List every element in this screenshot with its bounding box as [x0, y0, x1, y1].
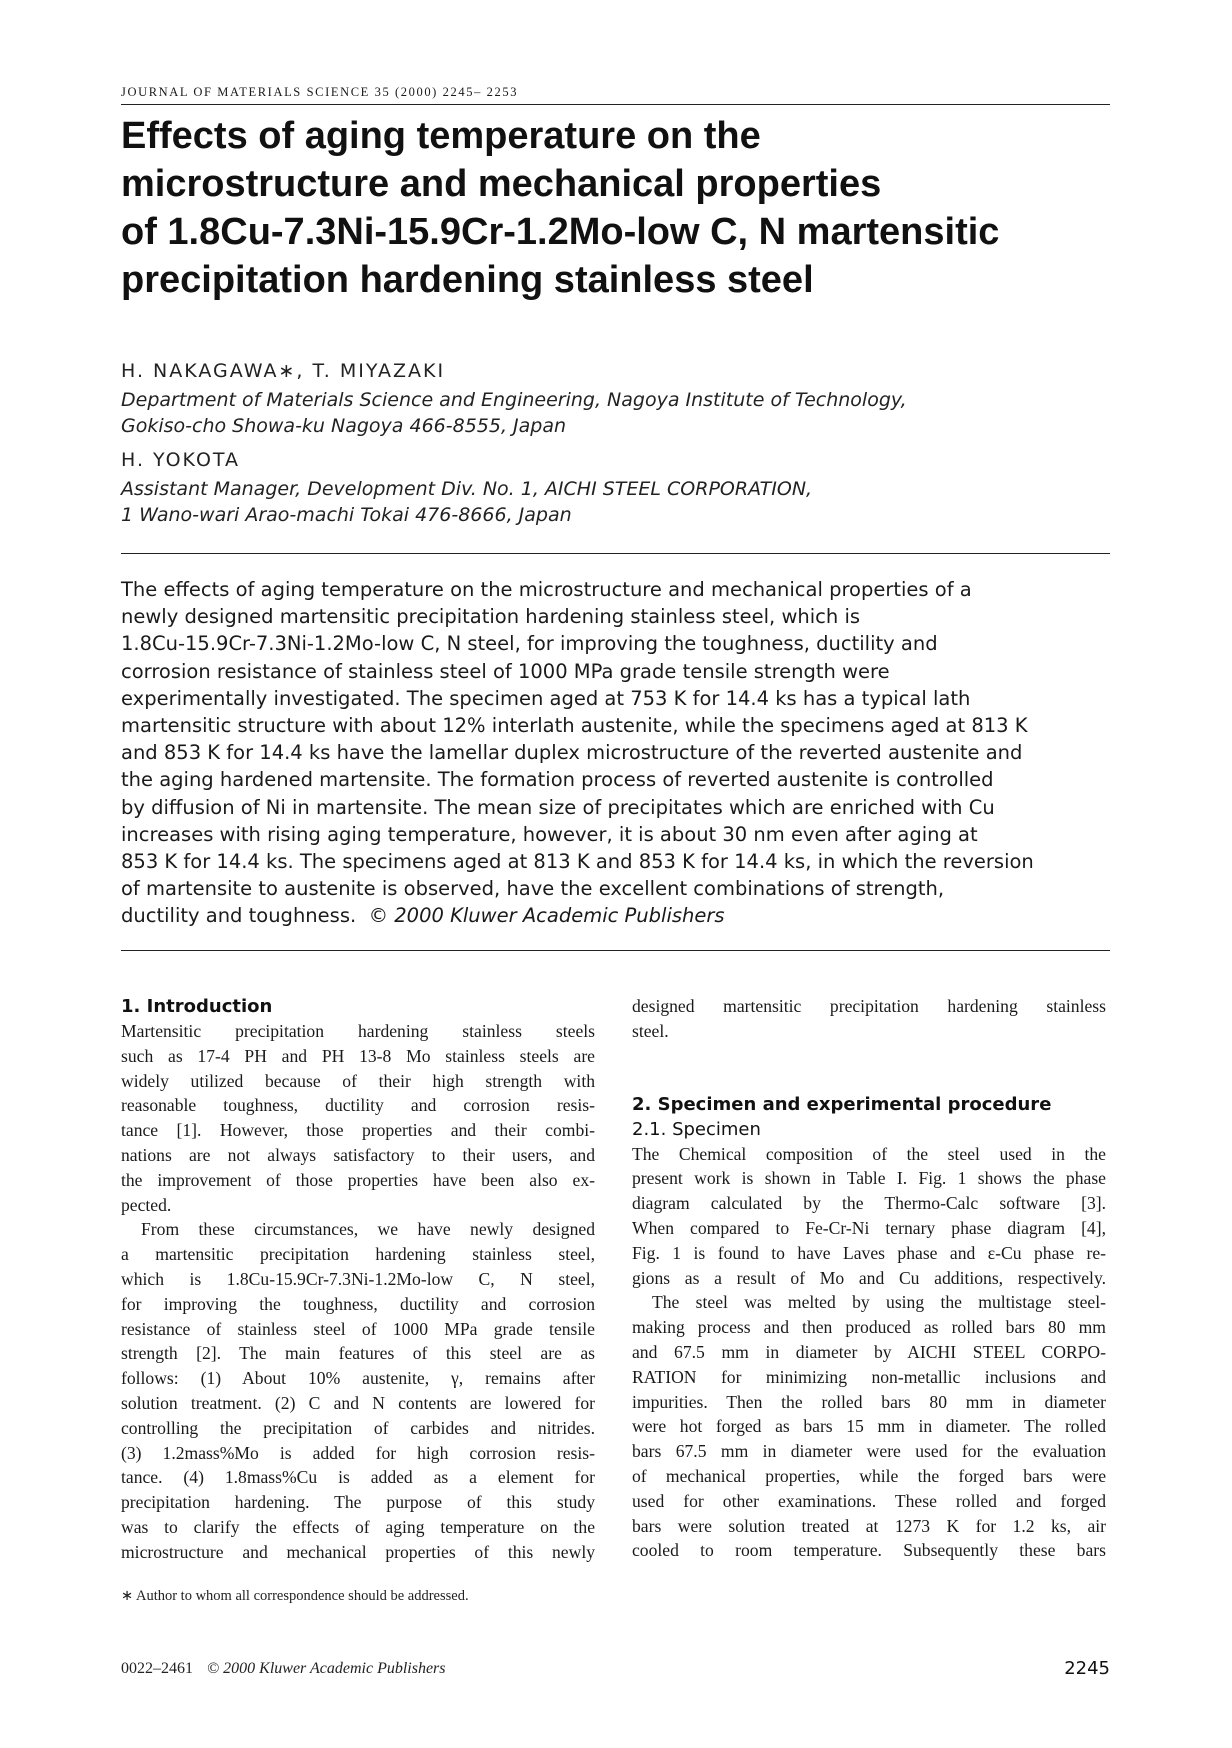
body-line: reasonable toughness, ductility and corrosion resis- — [121, 1095, 595, 1116]
abstract-line: 1.8Cu-15.9Cr-7.3Ni-1.2Mo-low C, N steel, for improving the toughness, ductility and — [121, 632, 938, 656]
abstract-top-rule — [121, 553, 1110, 554]
body-line: designed martensitic precipitation hardening stainless — [632, 996, 1106, 1016]
body-line: for improving the toughness, ductility and corrosion — [121, 1293, 595, 1314]
body-line: strength [2]. The main features of this steel are as — [121, 1343, 595, 1364]
body-line: which is 1.8Cu-15.9Cr-7.3Ni-1.2Mo-low C, N steel, — [121, 1268, 595, 1289]
section-gap — [632, 1068, 1106, 1092]
body-line: were hot forged as bars 15 mm in diameter. The rolled — [632, 1416, 1106, 1437]
body-line: making process and then produced as rolled bars 80 mm — [632, 1317, 1106, 1338]
abstract-line: the aging hardened martensite. The formation process of reverted austenite is controlled — [121, 768, 994, 792]
footnote: ∗ Author to whom all correspondence should be addressed. — [121, 1588, 469, 1604]
author-names-1: H. NAKAGAWA∗, T. MIYAZAKI — [121, 360, 446, 382]
body-line: a martensitic precipitation hardening stainless steel, — [121, 1244, 595, 1265]
title-line: of 1.8Cu-7.3Ni-15.9Cr-1.2Mo-low C, N martensitic — [121, 211, 1000, 253]
affiliation-1 — [121, 387, 1110, 439]
abstract-line: of martensite to austenite is observed, have the excellent combinations of strength, — [121, 877, 945, 901]
title-line: precipitation hardening stainless steel — [121, 259, 814, 301]
body-line: microstructure and mechanical properties of this newly — [121, 1541, 595, 1562]
abstract-line: The effects of aging temperature on the microstructure and mechanical properties of a — [121, 578, 972, 601]
affiliation-line: 1 Wano-wari Arao-machi Tokai 476-8666, Japan — [121, 504, 572, 526]
abstract-line: corrosion resistance of stainless steel of 1000 MPa grade tensile strength were — [121, 659, 890, 683]
body-line: resistance of stainless steel of 1000 MPa grade tensile — [121, 1318, 595, 1339]
issn-code: 0022–2461 — [121, 1660, 193, 1677]
abstract-last-text: ductility and toughness. — [121, 904, 357, 928]
abstract-line: and 853 K for 14.4 ks have the lamellar duplex microstructure of the reverted austenite and — [121, 741, 1023, 765]
subsection-heading-specimen: 2.1. Specimen — [632, 1118, 761, 1140]
section-gap — [632, 1044, 1106, 1068]
body-line: When compared to Fe-Cr-Ni ternary phase diagram [4], — [632, 1217, 1106, 1238]
abstract-line: experimentally investigated. The specimen aged at 753 K for 14.4 ks has a typical lath — [121, 686, 971, 710]
body-line: tance [1]. However, those properties and their combi- — [121, 1120, 595, 1141]
abstract-bottom-rule — [121, 950, 1110, 951]
body-line: cooled to room temperature. Subsequently these bars — [632, 1540, 1106, 1561]
body-line: used for other examinations. These rolled and forged — [632, 1490, 1106, 1511]
body-line: From these circumstances, we have newly designed — [141, 1219, 595, 1240]
header-rule — [121, 104, 1110, 105]
body-line: steel. — [632, 1020, 669, 1041]
left-column — [121, 994, 595, 1565]
body-line: bars were solution treated at 1273 K for 1.2 ks, air — [632, 1515, 1106, 1536]
abstract-line: martensitic structure with about 12% interlath austenite, while the specimens aged at 813 K — [121, 714, 1028, 738]
affiliation-line: Assistant Manager, Development Div. No. 1, AICHI STEEL CORPORATION, — [121, 478, 813, 500]
body-line: RATION for minimizing non-metallic inclusions and — [632, 1366, 1106, 1387]
body-line: nations are not always satisfactory to their users, and — [121, 1144, 595, 1165]
right-column — [632, 994, 1106, 1563]
body-line: diagram calculated by the Thermo-Calc software [3]. — [632, 1193, 1106, 1214]
abstract — [121, 576, 1110, 930]
footer-left — [121, 1660, 446, 1678]
affiliation-line: Department of Materials Science and Engineering, Nagoya Institute of Technology, — [121, 389, 907, 411]
body-line: The steel was melted by using the multistage steel- — [652, 1292, 1106, 1313]
body-line: pected. — [121, 1194, 172, 1215]
body-line: (3) 1.2mass%Mo is added for high corrosion resis- — [121, 1442, 595, 1463]
section-heading-introduction: 1. Introduction — [121, 996, 273, 1017]
footer-publisher: © 2000 Kluwer Academic Publishers — [207, 1660, 446, 1677]
abstract-line: increases with rising aging temperature, however, it is about 30 nm even after aging at — [121, 822, 978, 846]
body-line: Martensitic precipitation hardening stainless steels — [121, 1021, 595, 1041]
title-line: Effects of aging temperature on the — [121, 115, 761, 157]
abstract-line: 853 K for 14.4 ks. The specimens aged at 813 K and 853 K for 14.4 ks, in which the reversion — [121, 850, 1034, 874]
body-line: bars 67.5 mm in diameter were used for the evaluation — [632, 1441, 1106, 1462]
body-line: controlling the precipitation of carbides and nitrides. — [121, 1417, 595, 1438]
body-line: and 67.5 mm in diameter by AICHI STEEL CORPO- — [632, 1341, 1106, 1362]
body-line: follows: (1) About 10% austenite, γ, remains after — [121, 1368, 595, 1389]
title-line: microstructure and mechanical properties — [121, 163, 882, 205]
body-line: present work is shown in Table I. Fig. 1 shows the phase — [632, 1168, 1106, 1189]
body-line: tance. (4) 1.8mass%Cu is added as a element for — [121, 1467, 595, 1488]
page-number: 2245 — [1064, 1658, 1110, 1679]
article-title — [121, 112, 1110, 304]
body-line: of mechanical properties, while the forged bars were — [632, 1465, 1106, 1486]
abstract-line: newly designed martensitic precipitation hardening stainless steel, which is — [121, 605, 861, 629]
section-heading-specimen: 2. Specimen and experimental procedure — [632, 1093, 1052, 1115]
body-line: such as 17-4 PH and PH 13-8 Mo stainless steels are — [121, 1045, 595, 1066]
body-line: impurities. Then the rolled bars 80 mm in diameter — [632, 1391, 1106, 1412]
affiliation-2 — [121, 476, 1110, 528]
body-line: gions as a result of Mo and Cu additions, respectively. — [632, 1267, 1106, 1288]
body-line: precipitation hardening. The purpose of this study — [121, 1492, 595, 1513]
running-header: JOURNAL OF MATERIALS SCIENCE 35 (2000) 2245– 2253 — [121, 85, 519, 99]
body-line: the improvement of those properties have been also ex- — [121, 1169, 595, 1190]
abstract-line: by diffusion of Ni in martensite. The mean size of precipitates which are enriched with Cu — [121, 795, 995, 819]
body-line: Fig. 1 is found to have Laves phase and ε-Cu phase re- — [632, 1242, 1106, 1263]
affiliation-line: Gokiso-cho Showa-ku Nagoya 466-8555, Japan — [121, 415, 567, 437]
body-line: widely utilized because of their high strength with — [121, 1070, 595, 1091]
body-line: solution treatment. (2) C and N contents are lowered for — [121, 1392, 595, 1413]
body-line: The Chemical composition of the steel used in the — [632, 1143, 1106, 1164]
abstract-publisher: © 2000 Kluwer Academic Publishers — [368, 904, 725, 928]
body-line: was to clarify the effects of aging temperature on the — [121, 1516, 595, 1537]
author-names-2: H. YOKOTA — [121, 449, 241, 471]
abstract-line-last — [121, 902, 1110, 929]
